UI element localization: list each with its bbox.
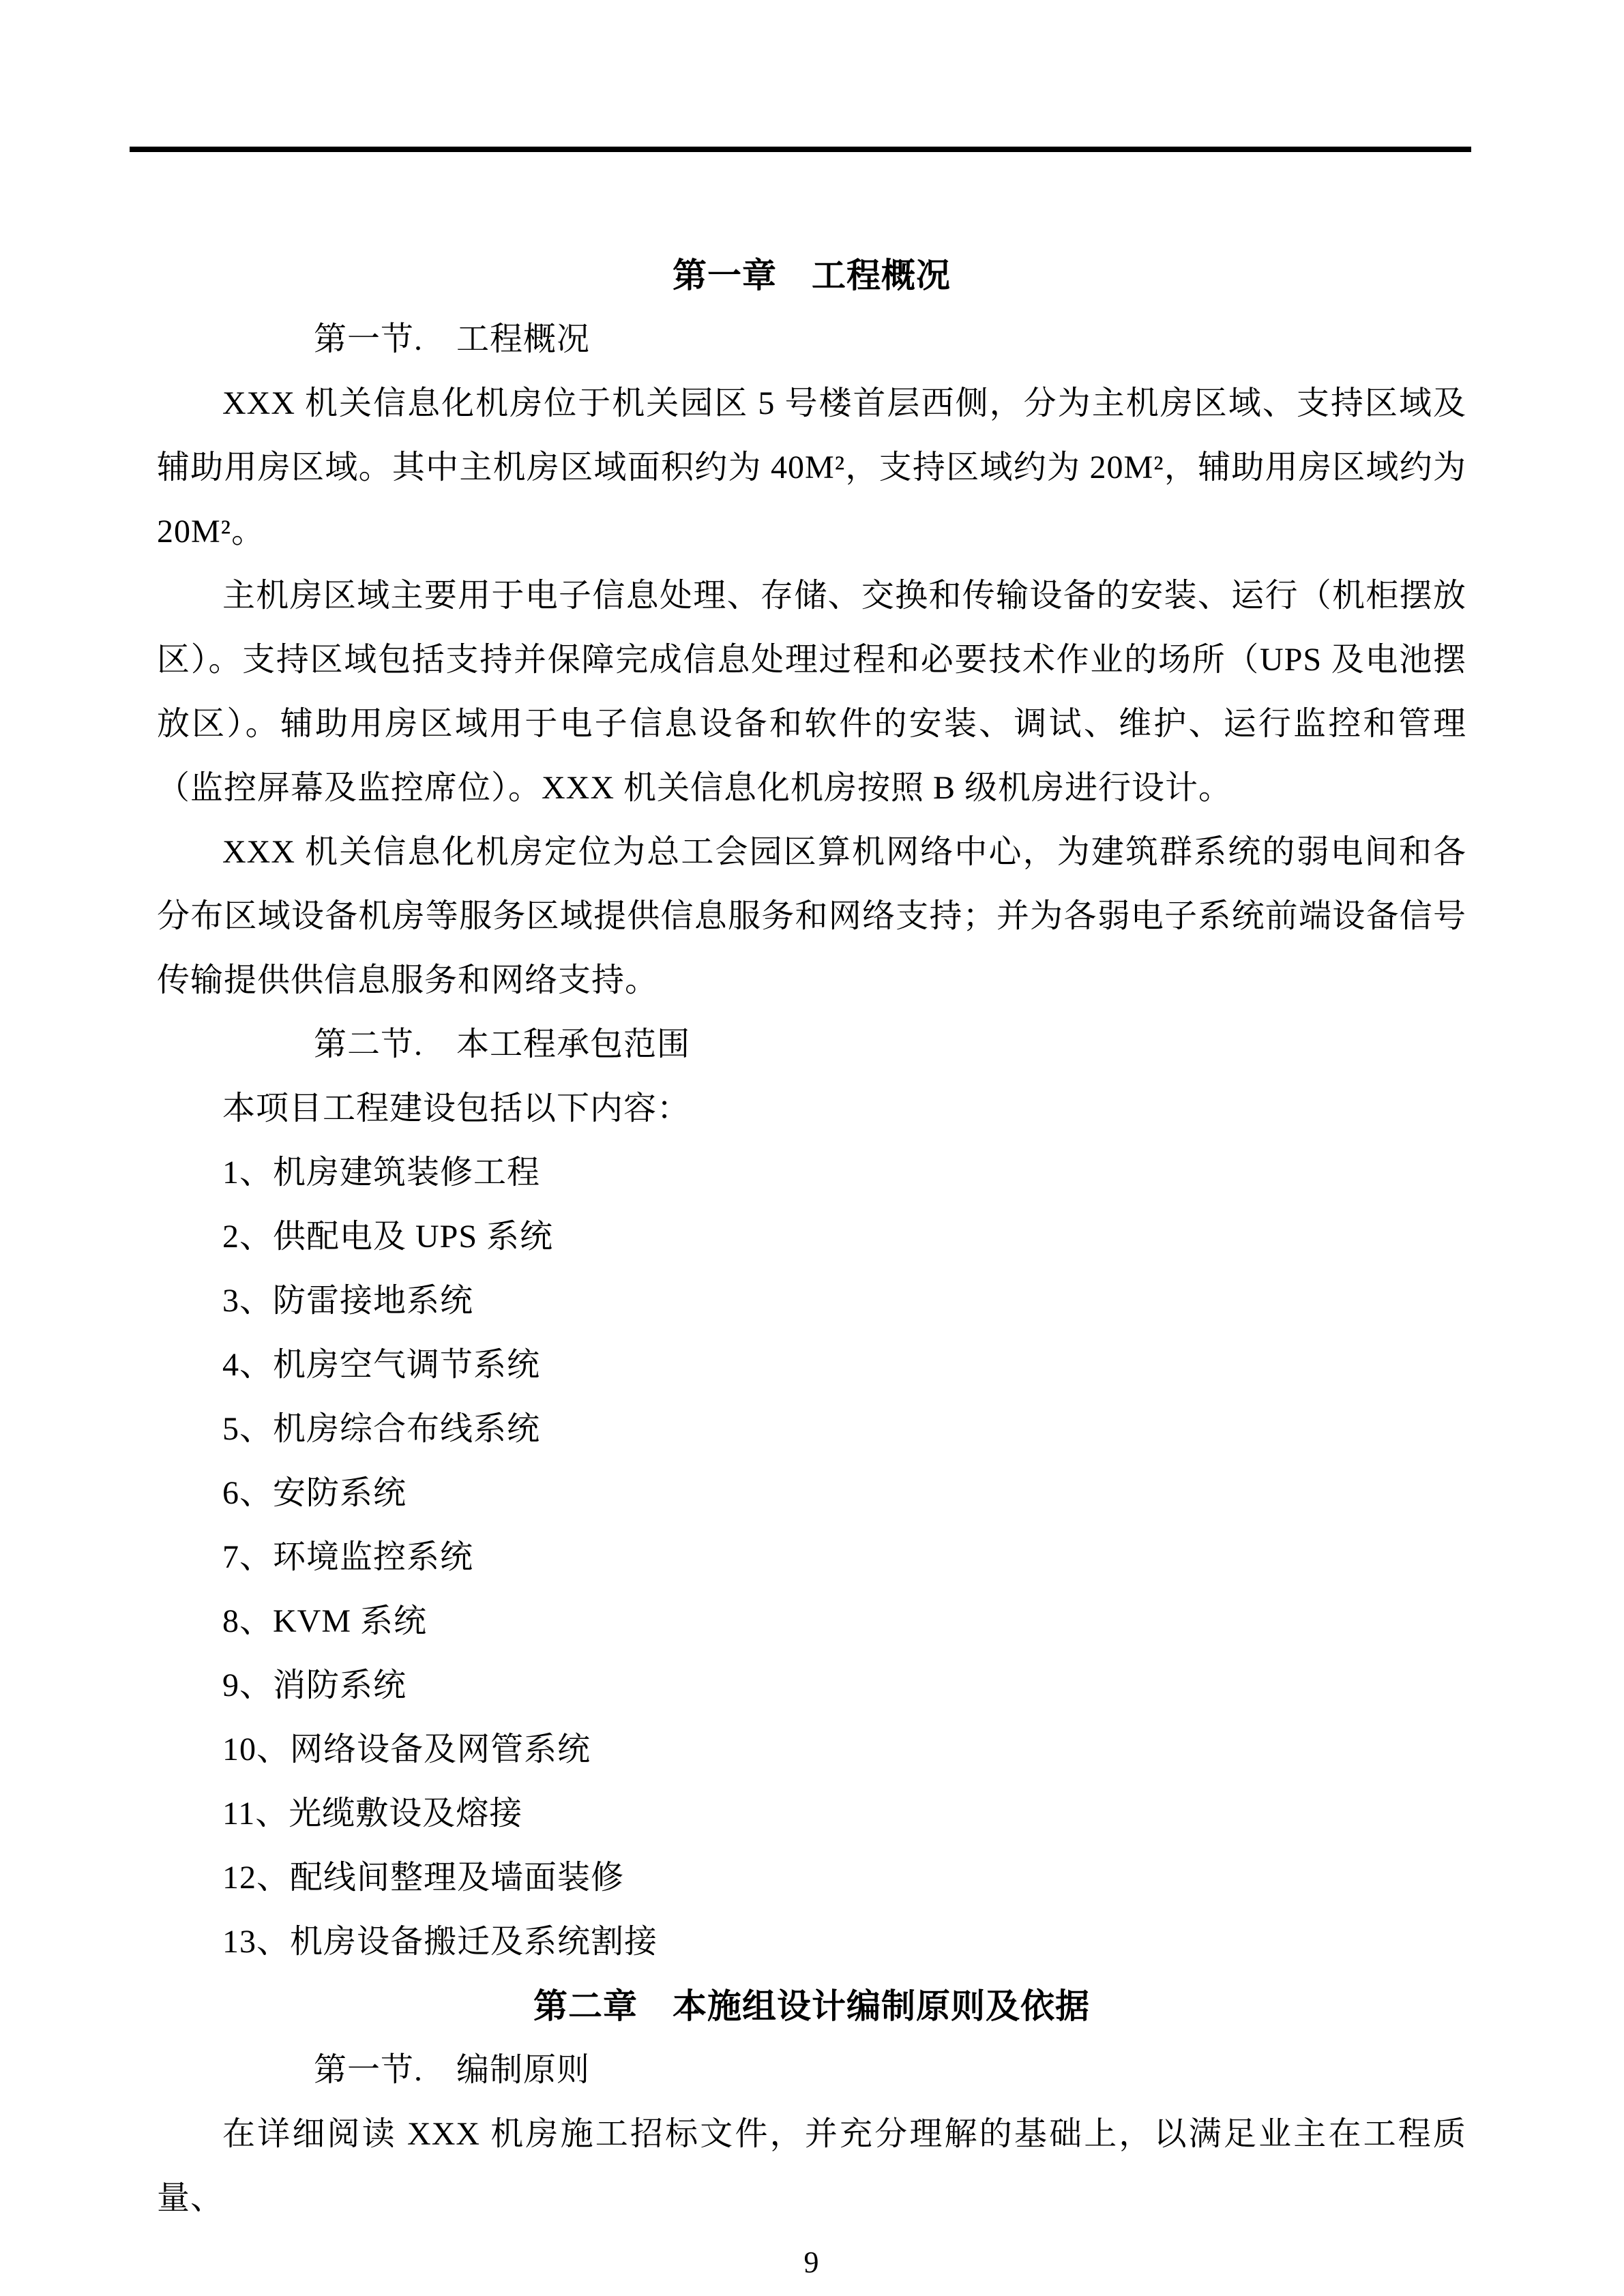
list-item: 6、安防系统 [222,1475,407,1511]
section-title-compilation-principles: 第一节. 编制原则 [314,2052,591,2088]
scope-intro-line: 本项目工程建设包括以下内容： [222,1090,691,1127]
list-item: 4、机房空气调节系统 [222,1347,541,1383]
paragraph-room-location: XXX 机关信息化机房位于机关园区 5 号楼首层西侧，分为主机房区域、支持区域及辅助用房区域。其中主机房区域面积约为 40M²，支持区域约为 20M²，辅助用房区域约为 20M²。 [157,385,1466,550]
header-divider-rule [130,147,1471,152]
list-item: 5、机房综合布线系统 [222,1411,541,1447]
paragraph-room-positioning: XXX 机关信息化机房定位为总工会园区算机网络中心，为建筑群系统的弱电间和各分布区域设备机房等服务区域提供信息服务和网络支持；并为各弱电子系统前端设备信号传输提供供信息服务和网络支持。 [157,834,1466,998]
list-item: 9、消防系统 [222,1667,407,1703]
section-title-contract-scope: 第二节. 本工程承包范围 [314,1026,691,1062]
list-item: 8、KVM 系统 [222,1603,428,1639]
content-area [157,243,1466,2295]
list-item: 10、网络设备及网管系统 [222,1731,591,1768]
paragraph-bid-reading: 在详细阅读 XXX 机房施工招标文件，并充分理解的基础上，以满足业主在工程质量、 [157,2116,1466,2216]
chapter-one-title: 第一章 工程概况 [673,256,951,295]
list-item: 7、环境监控系统 [222,1539,474,1575]
paragraph-area-usage: 主机房区域主要用于电子信息处理、存储、交换和传输设备的安装、运行（机柜摆放区）。支持区域包括支持并保障完成信息处理过程和必要技术作业的场所（UPS 及电池摆放区）。辅助用房区域用于电子信息设备和软件的安装、调试、维护、运行监控和管理（监控屏幕及监控席位）。XXX 机关信息化机房按照 B 级机房进行设计。 [157,578,1466,806]
list-item: 12、配线间整理及墙面装修 [222,1860,625,1896]
list-item: 3、防雷接地系统 [222,1283,474,1319]
section-title-project-overview: 第一节. 工程概况 [314,321,591,357]
list-item: 1、机房建筑装修工程 [222,1154,541,1191]
chapter-two-title: 第二章 本施组设计编制原则及依据 [533,1986,1090,2026]
work-scope-list [157,1141,1466,1974]
list-item: 13、机房设备搬迁及系统割接 [222,1924,658,1960]
list-item: 11、光缆敷设及熔接 [222,1795,523,1832]
list-item: 2、供配电及 UPS 系统 [222,1219,554,1255]
page-number: 9 [803,2246,820,2279]
